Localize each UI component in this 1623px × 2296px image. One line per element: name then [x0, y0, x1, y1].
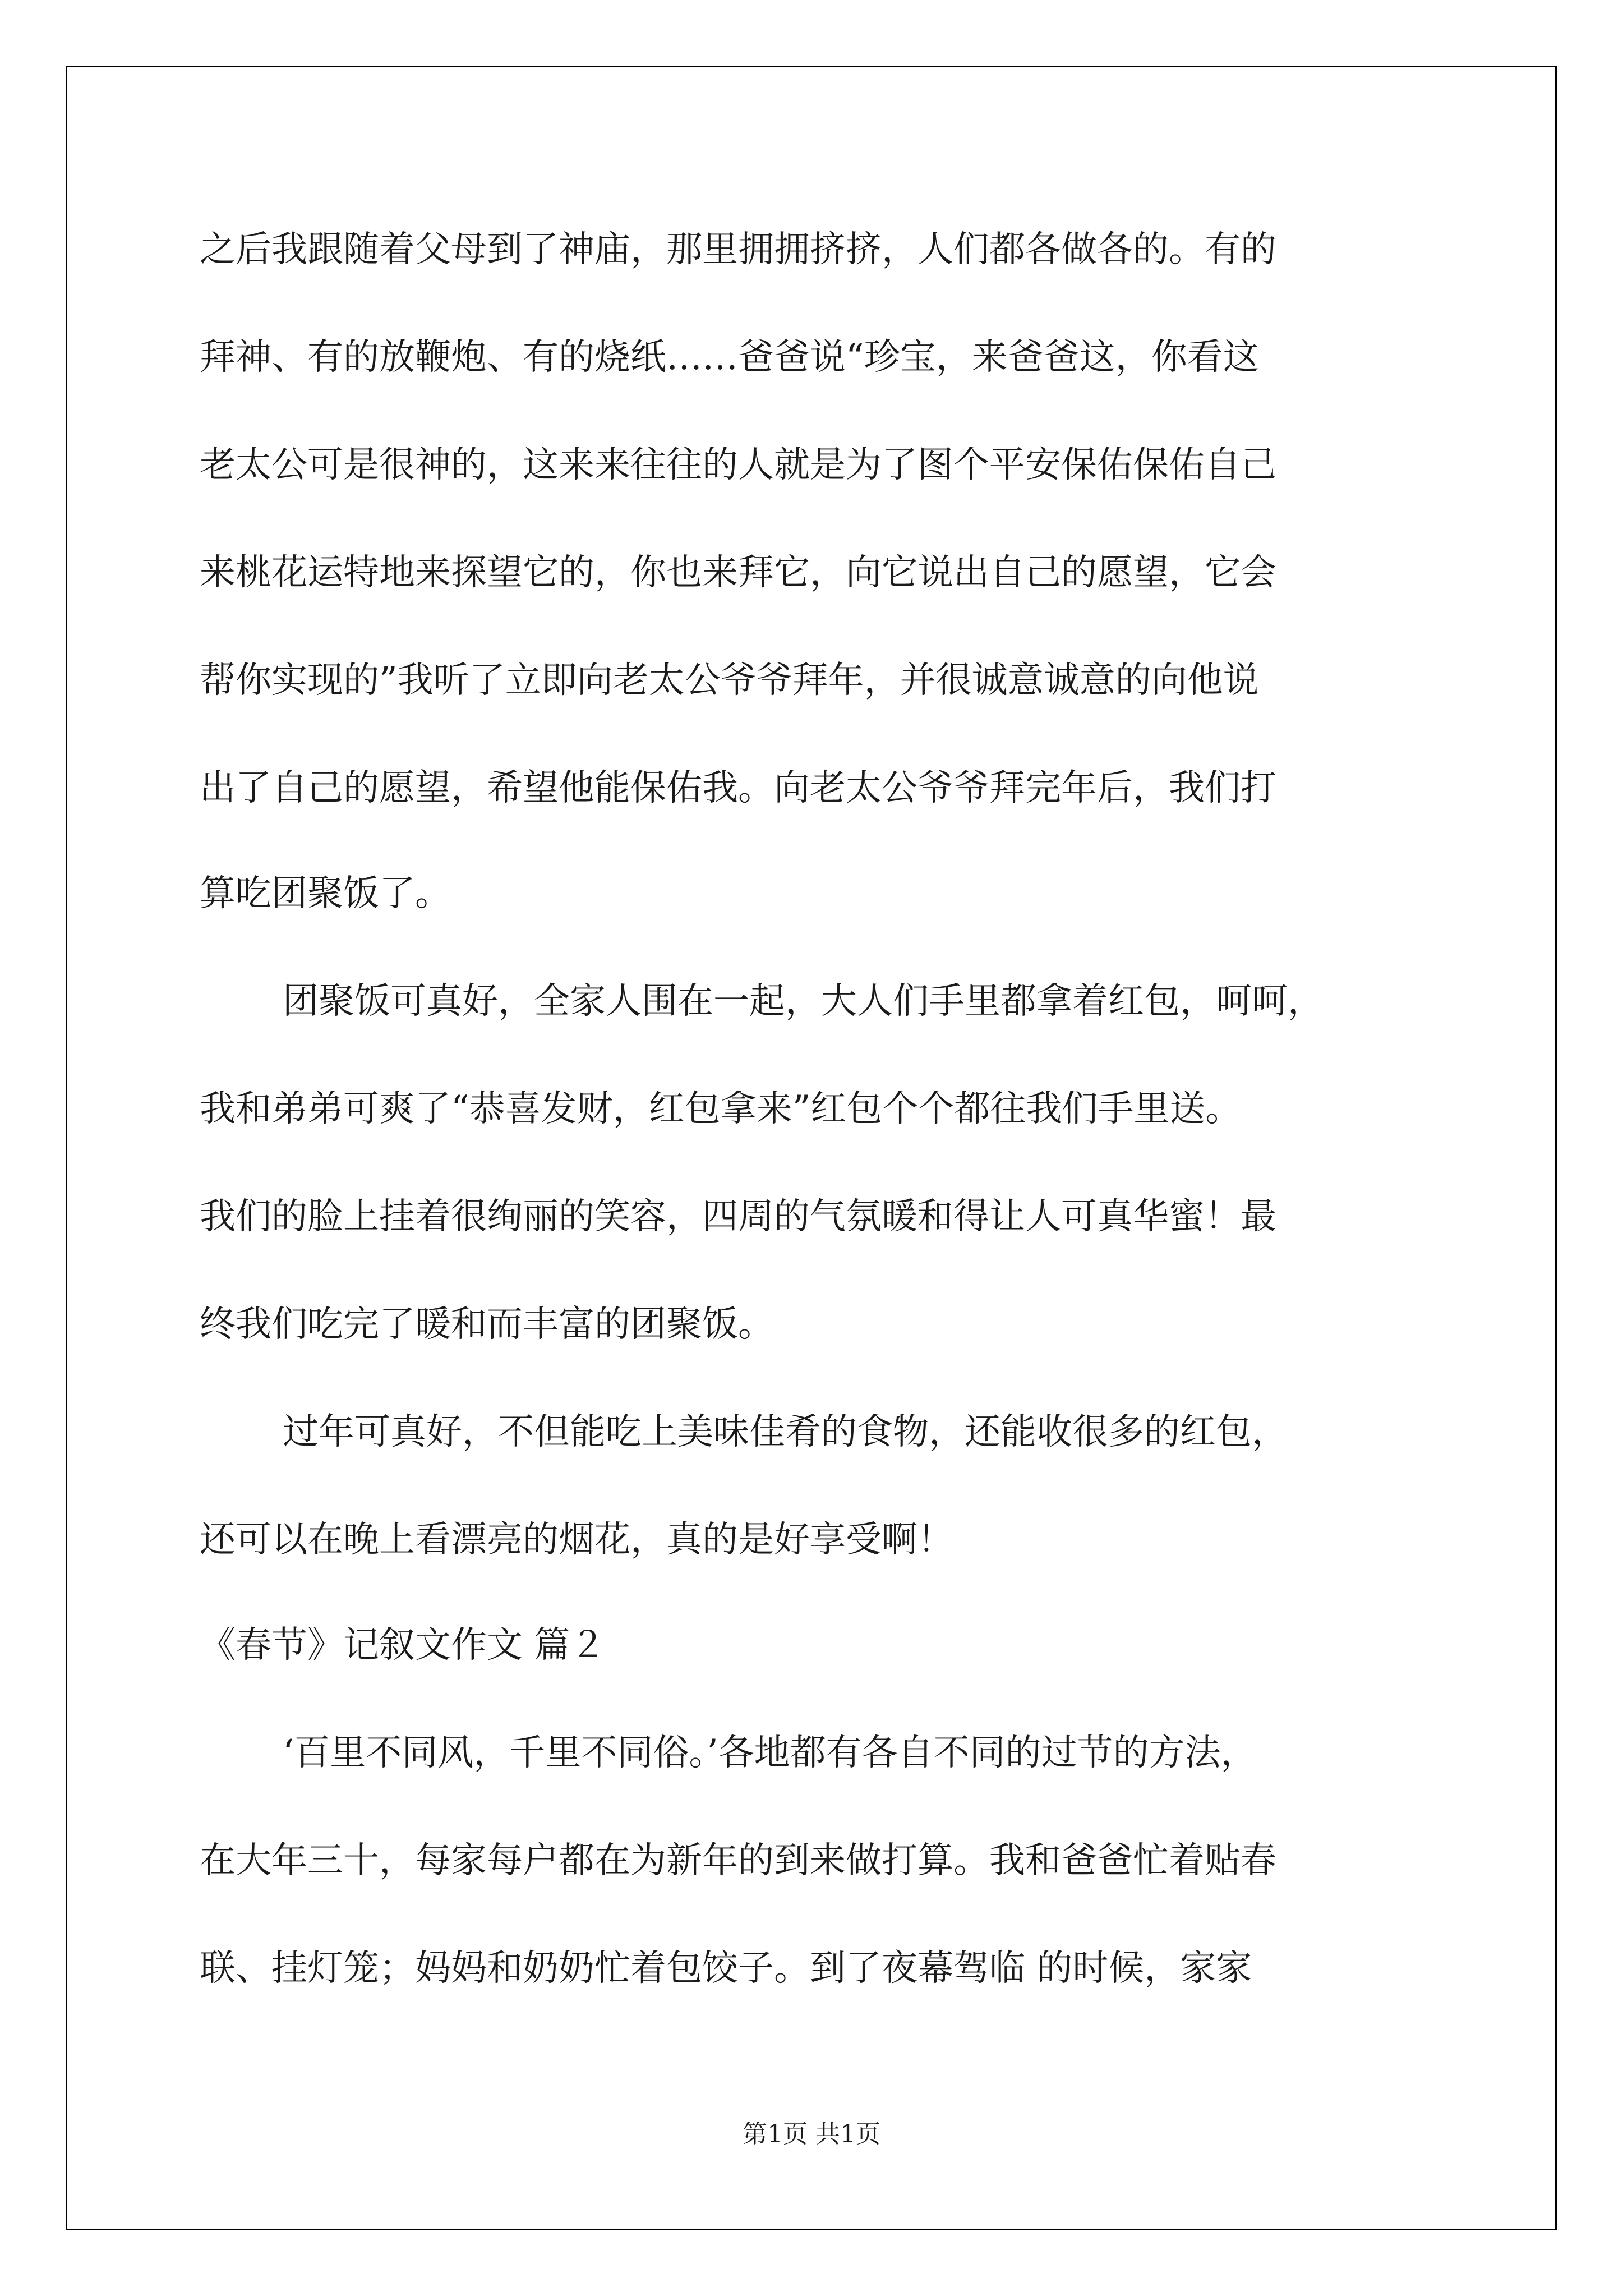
text-line: 帮你实现的”我听了立即向老太公爷爷拜年，并很诚意诚意的向他说 [200, 660, 1259, 701]
text-line: 算吃团聚饭了。 [200, 873, 451, 914]
text-line: 我们的脸上挂着很绚丽的笑容，四周的气氛暖和得让人可真华蜜！最 [200, 1196, 1276, 1237]
text-line: 终我们吃完了暖和而丰富的团聚饭。 [200, 1304, 774, 1345]
text-line: 老太公可是很神的，这来来往往的人就是为了图个平安保佑保佑自己 [200, 444, 1276, 486]
text-line: 我和弟弟可爽了“恭喜发财，红包拿来”红包个个都往我们手里送。 [200, 1088, 1242, 1130]
paragraph-start-line: ‘百里不同风，千里不同俗。’各地都有各自不同的过节的方法， [283, 1732, 1257, 1774]
section-heading: 《春节》记叙文作文 篇２ [200, 1625, 606, 1666]
paragraph-start-line: 团聚饭可真好，全家人围在一起，大人们手里都拿着红包，呵呵， [283, 981, 1324, 1022]
page-border [66, 66, 1557, 2230]
page-number-footer: 第1页 共1页 [743, 2120, 880, 2148]
text-line: 来桃花运特地来探望它的，你也来拜它，向它说出自己的愿望，它会 [200, 552, 1276, 593]
text-line: 在大年三十，每家每户都在为新年的到来做打算。我和爸爸忙着贴春 [200, 1840, 1276, 1881]
text-line: 之后我跟随着父母到了神庙，那里拥拥挤挤，人们都各做各的。有的 [200, 229, 1276, 270]
text-line: 还可以在晚上看漂亮的烟花，真的是好享受啊！ [200, 1519, 953, 1561]
text-line: 联、挂灯笼；妈妈和奶奶忙着包饺子。到了夜幕驾临 的时候，家家 [200, 1948, 1252, 1989]
text-line: 出了自己的愿望，希望他能保佑我。向老太公爷爷拜完年后，我们打 [200, 767, 1276, 809]
paragraph-start-line: 过年可真好，不但能吃上美味佳肴的食物，还能收很多的红包， [283, 1411, 1288, 1453]
text-line: 拜神、有的放鞭炮、有的烧纸……爸爸说“珍宝，来爸爸这，你看这 [200, 337, 1259, 378]
